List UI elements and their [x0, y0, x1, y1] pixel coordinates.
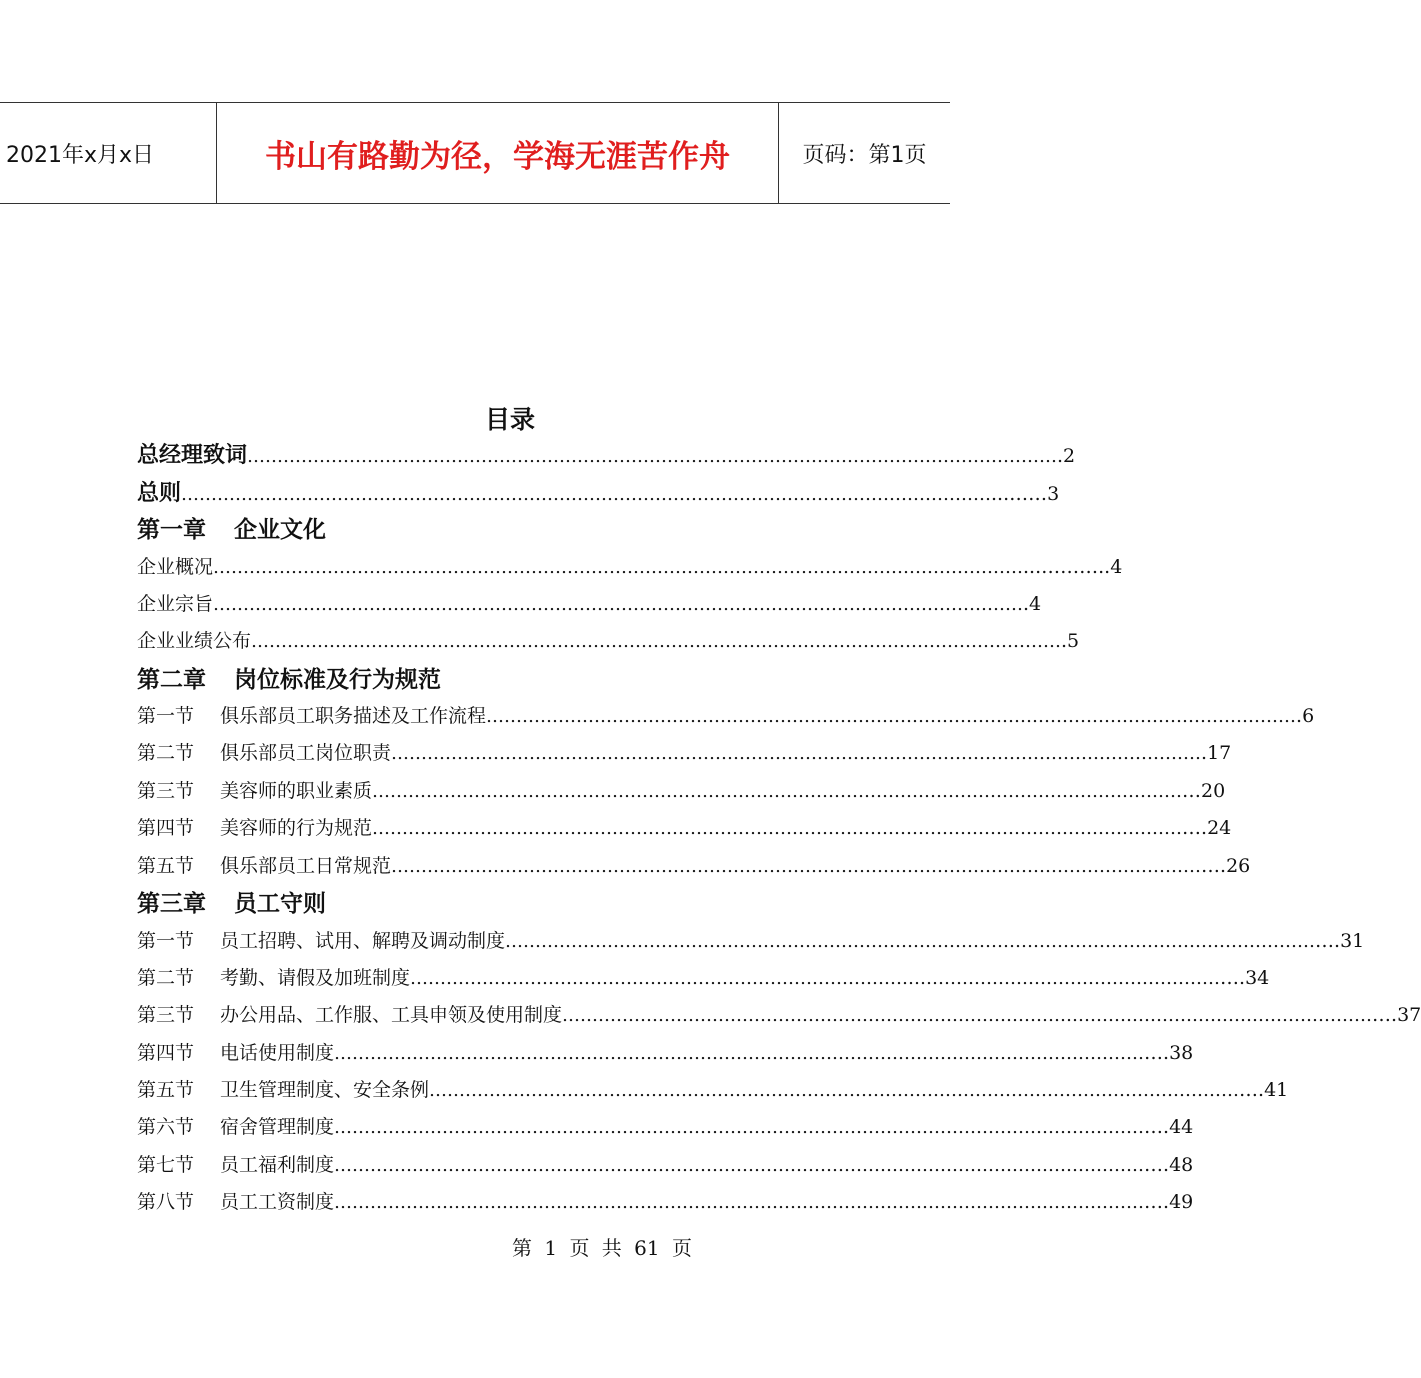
toc-entry-label: 企业宗旨 [137, 593, 214, 615]
toc-entry-intro[interactable] [137, 441, 1076, 471]
header-motto: 书山有路勤为径，学海无涯苦作舟 [217, 103, 779, 203]
toc-entry-label: 企业概况 [137, 556, 214, 578]
toc-section-number: 第八节 [137, 1191, 195, 1213]
toc-entry-label: 员工招聘、试用、解聘及调动制度 [220, 930, 506, 952]
toc-leader-dots: ……………………………………………………………………………………………………………………… [372, 818, 1183, 839]
toc-entry-page: .5 [1061, 630, 1080, 652]
toc-chapter-heading[interactable] [137, 664, 441, 696]
toc-entry-page: ….26 [1201, 855, 1251, 877]
toc-section-number: 第七节 [137, 1154, 195, 1176]
toc-leader-dots: ……………………………………………………………………………………………………………………… [391, 856, 1202, 877]
toc-entry-label: 美容师的行为规范 [220, 817, 373, 839]
toc-entry[interactable] [137, 1075, 1289, 1105]
toc-entry-label: 宿舍管理制度 [220, 1116, 335, 1138]
toc-entry[interactable] [137, 1112, 1194, 1142]
toc-entry-label: 总则 [137, 481, 182, 506]
toc-entry[interactable] [137, 813, 1232, 843]
toc-entry-page: ….38 [1144, 1042, 1194, 1064]
toc-entry-page: ….34 [1220, 967, 1270, 989]
header-date: 2021年x月x日 [0, 103, 217, 203]
chapter-number: 第三章 [137, 891, 206, 917]
toc-leader-dots: ……………………………………………………………………………………………………………………… [562, 1005, 1373, 1026]
toc-entry-page: ….24 [1182, 817, 1232, 839]
toc-entry[interactable] [137, 926, 1365, 956]
toc-entry-page: …20 [1182, 780, 1226, 802]
toc-entry-label: 总经理致词 [137, 443, 248, 468]
toc-entry[interactable] [137, 626, 1080, 656]
toc-entry-label: 考勤、请假及加班制度 [220, 967, 411, 989]
toc-leader-dots: ……………………………………………………………………………………………………………………… [391, 743, 1202, 764]
chapter-title: 企业文化 [234, 517, 326, 543]
toc-entry-label: 员工福利制度 [220, 1154, 335, 1176]
toc-section-number: 第三节 [137, 1004, 195, 1026]
page-footer: 第 1 页 共 61 页 [512, 1236, 692, 1260]
toc-title: 目录 [484, 405, 535, 434]
toc-entry[interactable] [137, 776, 1226, 806]
toc-section-number: 第四节 [137, 817, 195, 839]
toc-entry-page: ….44 [1144, 1116, 1194, 1138]
toc-leader-dots: ……………………………………………………………………………………………………………………… [486, 706, 1297, 727]
toc-leader-dots: ……………………………………………………………………………………………………………………… [429, 1080, 1240, 1101]
toc-chapter-heading[interactable] [137, 888, 326, 920]
toc-entry-page: ...……3 [991, 483, 1060, 505]
toc-entry[interactable] [137, 963, 1270, 993]
toc-leader-dots: ……………………………………………………………………………………………………………………… [247, 446, 1058, 467]
toc-leader-dots: ……………………………………………………………………………………………………………………… [213, 557, 1024, 578]
toc-entry[interactable] [137, 738, 1232, 768]
toc-entry-label: 俱乐部员工岗位职责 [220, 742, 392, 764]
toc-entry[interactable] [137, 552, 1123, 582]
toc-leader-dots: ……………………………………………………………………………………………………………………… [334, 1155, 1145, 1176]
toc-section-number: 第三节 [137, 780, 195, 802]
toc-entry-label: 电话使用制度 [220, 1042, 335, 1064]
toc-entry-page: ….41 [1239, 1079, 1289, 1101]
toc-leader-dots: ……………………………………………………………………………………………………………………… [505, 931, 1316, 952]
toc-chapter-heading[interactable] [137, 514, 326, 546]
toc-entry-general[interactable] [137, 479, 1060, 509]
toc-leader-dots: ……………………………………………………………………………………………………………………… [334, 1117, 1145, 1138]
toc-entry-page: ….48 [1144, 1154, 1194, 1176]
toc-entry[interactable] [137, 851, 1251, 881]
toc-entry-page: .6 [1296, 705, 1315, 727]
toc-entry[interactable] [137, 1150, 1194, 1180]
chapter-title: 岗位标准及行为规范 [234, 667, 441, 693]
toc-entry-label: 员工工资制度 [220, 1191, 335, 1213]
toc-entry[interactable] [137, 701, 1315, 731]
toc-entry[interactable] [137, 1187, 1194, 1217]
toc-entry-label: 俱乐部员工职务描述及工作流程 [220, 705, 487, 727]
toc-entry-page: ….49 [1144, 1191, 1194, 1213]
toc-leader-dots: ……………………………………………………………………………………………………………………… [213, 594, 1024, 615]
toc-section-number: 第五节 [137, 855, 195, 877]
toc-leader-dots: ……………………………………………………………………………………………………………………… [334, 1043, 1145, 1064]
header-page-number: 页码：第1页 [802, 142, 927, 168]
toc-section-number: 第四节 [137, 1042, 195, 1064]
toc-entry-page: .2 [1057, 445, 1076, 467]
toc-entry[interactable] [137, 589, 1042, 619]
chapter-title: 员工守则 [234, 891, 326, 917]
toc-section-number: 第二节 [137, 967, 195, 989]
toc-entry-page: ….37 [1372, 1004, 1421, 1026]
toc-entry-label: 企业业绩公布 [137, 630, 252, 652]
toc-section-number: 第一节 [137, 930, 195, 952]
toc-entry-page: ...………..4 [1023, 556, 1123, 578]
toc-entry[interactable] [137, 1000, 1421, 1030]
toc-leader-dots: ……………………………………………………………………………………………………………………… [334, 1192, 1145, 1213]
toc-leader-dots: ……………………………………………………………………………………………………………………… [410, 968, 1221, 989]
toc-entry-page: ….31 [1315, 930, 1365, 952]
toc-entry-label: 俱乐部员工日常规范 [220, 855, 392, 877]
toc-leader-dots: ……………………………………………………………………………………………………………………… [372, 781, 1183, 802]
toc-entry-label: 美容师的职业素质 [220, 780, 373, 802]
toc-entry-label: 卫生管理制度、安全条例 [220, 1079, 430, 1101]
toc-entry-page: .4 [1023, 593, 1042, 615]
toc-entry[interactable] [137, 1038, 1194, 1068]
chapter-number: 第二章 [137, 667, 206, 693]
toc-entry-page: .17 [1201, 742, 1232, 764]
toc-section-number: 第二节 [137, 742, 195, 764]
toc-leader-dots: ……………………………………………………………………………………………………………………… [251, 631, 1062, 652]
page-header [0, 102, 950, 204]
toc-entry-label: 办公用品、工作服、工具申领及使用制度 [220, 1004, 563, 1026]
toc-leader-dots: ……………………………………………………………………………………………………………………… [181, 484, 992, 505]
toc-section-number: 第六节 [137, 1116, 195, 1138]
toc-section-number: 第一节 [137, 705, 195, 727]
chapter-number: 第一章 [137, 517, 206, 543]
toc-section-number: 第五节 [137, 1079, 195, 1101]
